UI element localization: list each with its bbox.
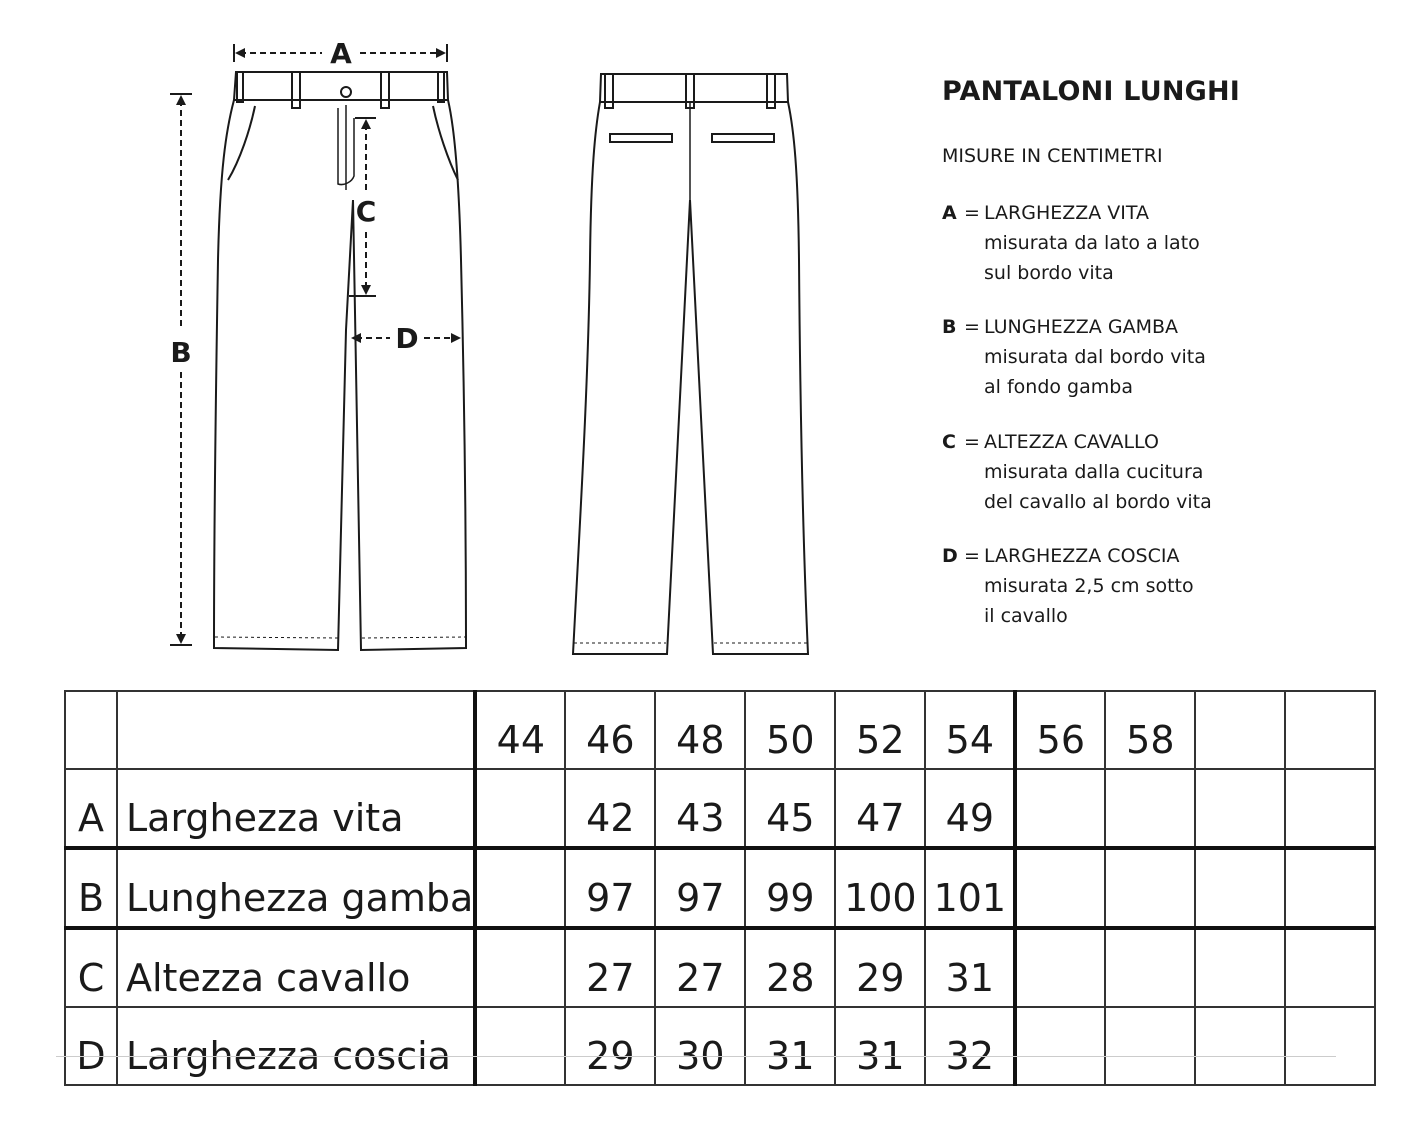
dimension-c-label: C xyxy=(355,195,377,228)
table-cell: 30 xyxy=(655,1007,745,1085)
legend-letter: D xyxy=(942,545,958,567)
table-corner-cell xyxy=(65,691,117,769)
legend-equals: = xyxy=(964,431,980,453)
table-cell xyxy=(1195,928,1285,1007)
size-header xyxy=(1285,691,1375,769)
table-cell: 29 xyxy=(565,1007,655,1085)
legend-equals: = xyxy=(964,316,980,338)
row-label: Larghezza coscia xyxy=(117,1007,475,1085)
table-cell xyxy=(1015,848,1105,928)
table-row xyxy=(65,848,1375,928)
row-key: D xyxy=(65,1007,117,1085)
legend-equals: = xyxy=(964,202,980,224)
dimension-a xyxy=(234,37,447,70)
table-cell xyxy=(1105,848,1195,928)
legend-desc: al fondo gamba xyxy=(984,376,1133,398)
table-cell: 45 xyxy=(745,769,835,848)
table-cell xyxy=(475,1007,565,1085)
row-label: Larghezza vita xyxy=(117,769,475,848)
size-header-row xyxy=(65,691,1375,769)
table-cell xyxy=(1105,1007,1195,1085)
table-cell xyxy=(475,928,565,1007)
table-cell xyxy=(1195,769,1285,848)
legend-name: LARGHEZZA VITA xyxy=(984,202,1150,224)
row-key: B xyxy=(65,848,117,928)
table-cell: 100 xyxy=(835,848,925,928)
table-cell: 43 xyxy=(655,769,745,848)
table-cell: 31 xyxy=(925,928,1015,1007)
front-pants-outline xyxy=(214,72,466,650)
table-row xyxy=(65,1007,1375,1085)
table-cell: 31 xyxy=(835,1007,925,1085)
legend-desc: misurata dal bordo vita xyxy=(984,346,1206,368)
table-cell xyxy=(1195,848,1285,928)
size-header: 58 xyxy=(1105,691,1195,769)
table-cell xyxy=(1285,1007,1375,1085)
table-cell xyxy=(475,769,565,848)
size-header: 46 xyxy=(565,691,655,769)
table-row xyxy=(65,769,1375,848)
size-header: 56 xyxy=(1015,691,1105,769)
table-cell: 49 xyxy=(925,769,1015,848)
measurement-legend xyxy=(942,74,1382,627)
table-cell: 31 xyxy=(745,1007,835,1085)
table-cell: 101 xyxy=(925,848,1015,928)
table-cell: 28 xyxy=(745,928,835,1007)
table-row xyxy=(65,928,1375,1007)
table-cell: 97 xyxy=(655,848,745,928)
dimension-b-label: B xyxy=(170,336,192,369)
legend-title: PANTALONI LUNGHI xyxy=(942,76,1241,107)
table-cell xyxy=(1105,769,1195,848)
legend-equals: = xyxy=(964,545,980,567)
legend-desc: misurata 2,5 cm sotto xyxy=(984,575,1194,597)
legend-desc: misurata dalla cucitura xyxy=(984,461,1204,483)
legend-subtitle: MISURE IN CENTIMETRI xyxy=(942,145,1163,167)
size-header: 50 xyxy=(745,691,835,769)
back-pants-outline xyxy=(573,74,808,654)
dimension-b xyxy=(170,94,192,645)
table-cell xyxy=(1285,769,1375,848)
table-cell: 47 xyxy=(835,769,925,848)
legend-letter: B xyxy=(942,316,957,338)
table-cell xyxy=(1285,928,1375,1007)
table-corner-cell xyxy=(117,691,475,769)
table-cell xyxy=(1105,928,1195,1007)
row-label: Lunghezza gamba xyxy=(117,848,475,928)
legend-desc: il cavallo xyxy=(984,605,1068,627)
table-cell: 32 xyxy=(925,1007,1015,1085)
size-header: 54 xyxy=(925,691,1015,769)
size-header: 48 xyxy=(655,691,745,769)
size-header: 52 xyxy=(835,691,925,769)
legend-desc: del cavallo al bordo vita xyxy=(984,491,1212,513)
table-cell xyxy=(1015,1007,1105,1085)
dimension-a-label: A xyxy=(330,37,352,70)
table-bottom-edge xyxy=(56,1056,1336,1065)
table-cell: 29 xyxy=(835,928,925,1007)
table-cell: 27 xyxy=(565,928,655,1007)
table-cell: 42 xyxy=(565,769,655,848)
row-key: A xyxy=(65,769,117,848)
table-cell xyxy=(1015,928,1105,1007)
size-table xyxy=(64,690,1376,1086)
legend-desc: misurata da lato a lato xyxy=(984,232,1200,254)
legend-letter: C xyxy=(942,431,956,453)
table-cell xyxy=(475,848,565,928)
size-header xyxy=(1195,691,1285,769)
legend-desc: sul bordo vita xyxy=(984,262,1114,284)
table-cell: 99 xyxy=(745,848,835,928)
dimension-d xyxy=(356,322,456,355)
dimension-d-label: D xyxy=(395,322,419,355)
table-cell xyxy=(1195,1007,1285,1085)
table-cell xyxy=(1015,769,1105,848)
table-cell: 27 xyxy=(655,928,745,1007)
table-cell xyxy=(1285,848,1375,928)
row-label: Altezza cavallo xyxy=(117,928,475,1007)
size-header: 44 xyxy=(475,691,565,769)
legend-name: ALTEZZA CAVALLO xyxy=(984,431,1159,453)
legend-name: LARGHEZZA COSCIA xyxy=(984,545,1180,567)
table-cell: 97 xyxy=(565,848,655,928)
legend-letter: A xyxy=(942,202,957,224)
legend-name: LUNGHEZZA GAMBA xyxy=(984,316,1178,338)
row-key: C xyxy=(65,928,117,1007)
